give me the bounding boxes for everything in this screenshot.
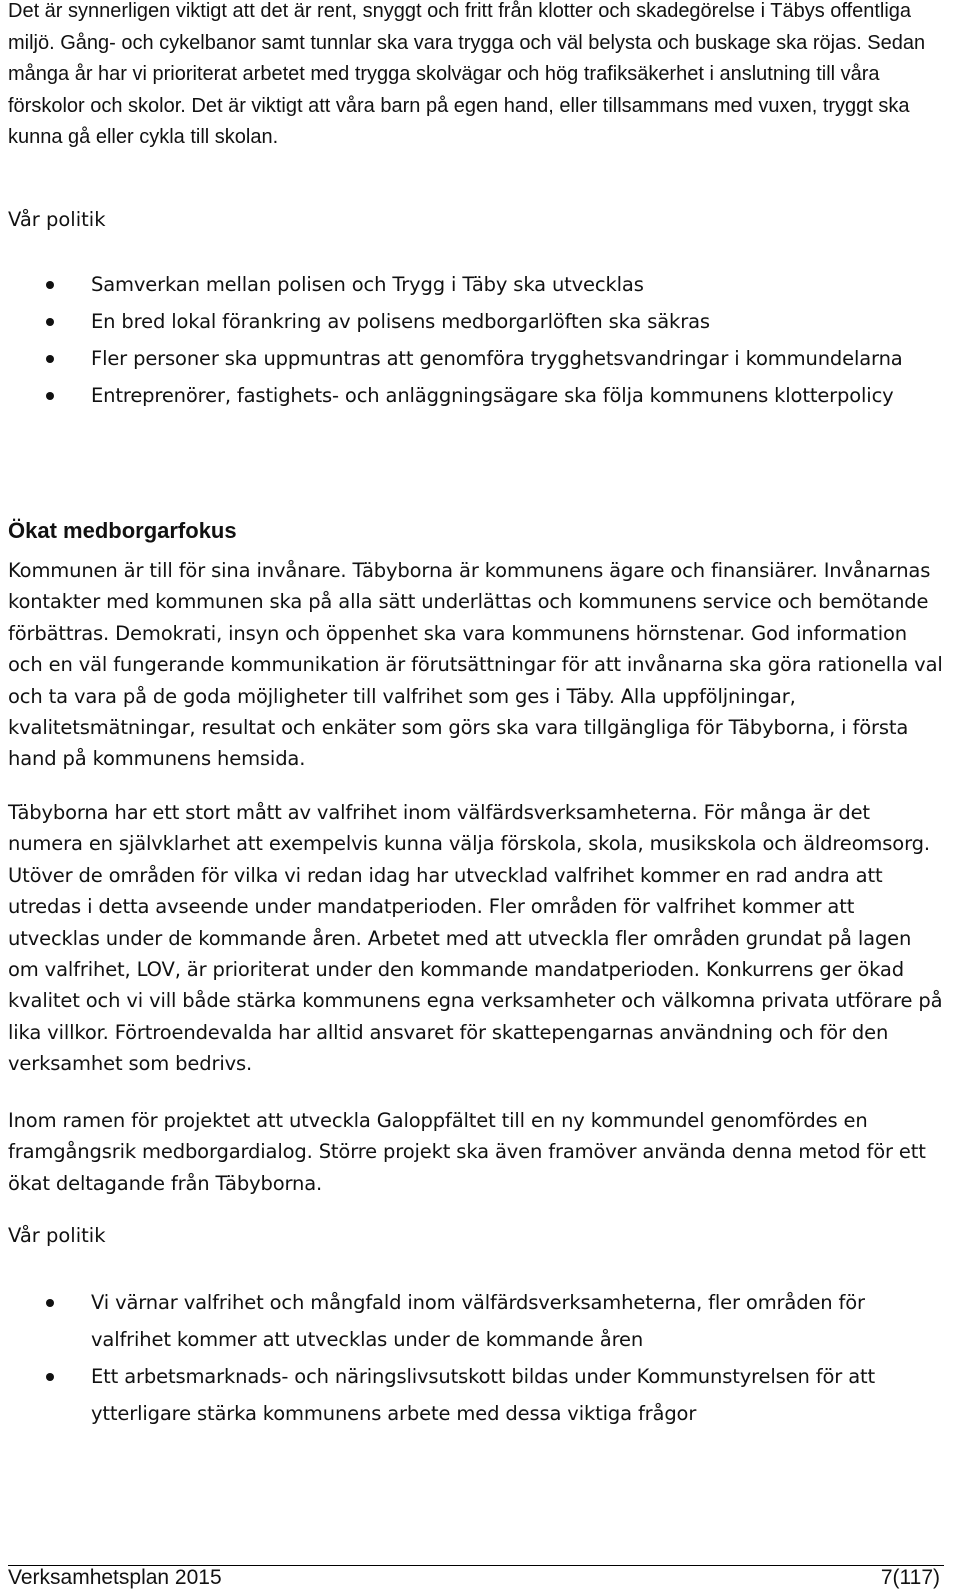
paragraph-choice: Täbyborna har ett stort mått av valfrihet inom välfärdsverksamheterna. För många är det numera en självklarhet att exempelvis kunna välja förskola, skola, musikskola och äldreomsorg. Utöver de områden för vilka vi redan idag har utvecklad valfrihet kommer en rad andra att utredas i detta avseende under mandatperioden. Fler områden för valfrihet kommer att utvecklas under de kommande åren. Arbetet med att utveckla fler områden grundat på lagen om valfrihet, LOV, är prioriterat under den kommande mandatperioden. Konkurrens ger ökad kvalitet och vi vill både stärka kommunens egna verksamheter och välkomna privata utförare på lika villkor. Förtroendevalda har alltid ansvaret för skattepengarnas användning och för den verksamhet som bedrivs. <box>8 801 943 1076</box>
policy-label-2: Vår politik <box>8 1224 106 1247</box>
bullet-icon <box>46 1299 54 1307</box>
list-item: Vi värnar valfrihet och mångfald inom välfärdsverksamheterna, fler områden för valfrihet kommer att utvecklas under de kommande åren <box>0 1284 943 1358</box>
list-item: Fler personer ska uppmuntras att genomföra trygghetsvandringar i kommundelarna <box>0 340 943 377</box>
intro-paragraph: Det är synnerligen viktigt att det är rent, snyggt och fritt från klotter och skadegörelse i Täbys offentliga miljö. Gång- och cykelbanor samt tunnlar ska vara trygga och väl belysta och buskage ska röjas. Sedan många år har vi prioriterat arbetet med trygga skolvägar och hög trafiksäkerhet i anslutning till våra förskolor och skolor. Det är viktigt att våra barn på egen hand, eller tillsammans med vuxen, tryggt ska kunna gå eller cykla till skolan. <box>8 0 926 148</box>
policy-label-1: Vår politik <box>8 208 106 231</box>
list-item: Entreprenörer, fastighets- och anläggningsägare ska följa kommunens klotterpolicy <box>0 377 943 414</box>
bullet-icon <box>46 318 54 326</box>
bullet-icon <box>46 1373 54 1381</box>
paragraph-dialogue: Inom ramen för projektet att utveckla Galoppfältet till en ny kommundel genomfördes en framgångsrik medborgardialog. Större projekt ska även framöver använda denna metod för ett ökat deltagande från Täbyborna. <box>8 1109 926 1195</box>
policy-list-2 <box>0 1284 950 1432</box>
bullet-icon <box>46 355 54 363</box>
list-item: En bred lokal förankring av polisens medborgarlöften ska säkras <box>0 303 943 340</box>
page-number: 7(117) <box>880 1566 940 1589</box>
list-item: Ett arbetsmarknads- och näringslivsutskott bildas under Kommunstyrelsen för att ytterligare stärka kommunens arbete med dessa viktiga frågor <box>0 1358 943 1432</box>
section-heading: Ökat medborgarfokus <box>8 518 237 543</box>
list-item: Samverkan mellan polisen och Trygg i Täby ska utvecklas <box>0 266 943 303</box>
footer-title: Verksamhetsplan 2015 <box>8 1566 222 1589</box>
bullet-icon <box>46 392 54 400</box>
paragraph-citizens: Kommunen är till för sina invånare. Täbyborna är kommunens ägare och finansiärer. Invånarnas kontakter med kommunen ska på alla sätt underlättas och kommunens service och bemötande förbättras. Demokrati, insyn och öppenhet ska vara kommunens hörnstenar. God information och en väl fungerande kommunikation är förutsättningar för att invånarna ska göra rationella val och ta vara på de goda möjligheter till valfrihet som ges i Täby. Alla uppföljningar, kvalitetsmätningar, resultat och enkäter som görs ska vara tillgängliga för Täbyborna, i första hand på kommunens hemsida. <box>8 559 943 771</box>
policy-list-1 <box>0 266 950 414</box>
bullet-icon <box>46 281 54 289</box>
